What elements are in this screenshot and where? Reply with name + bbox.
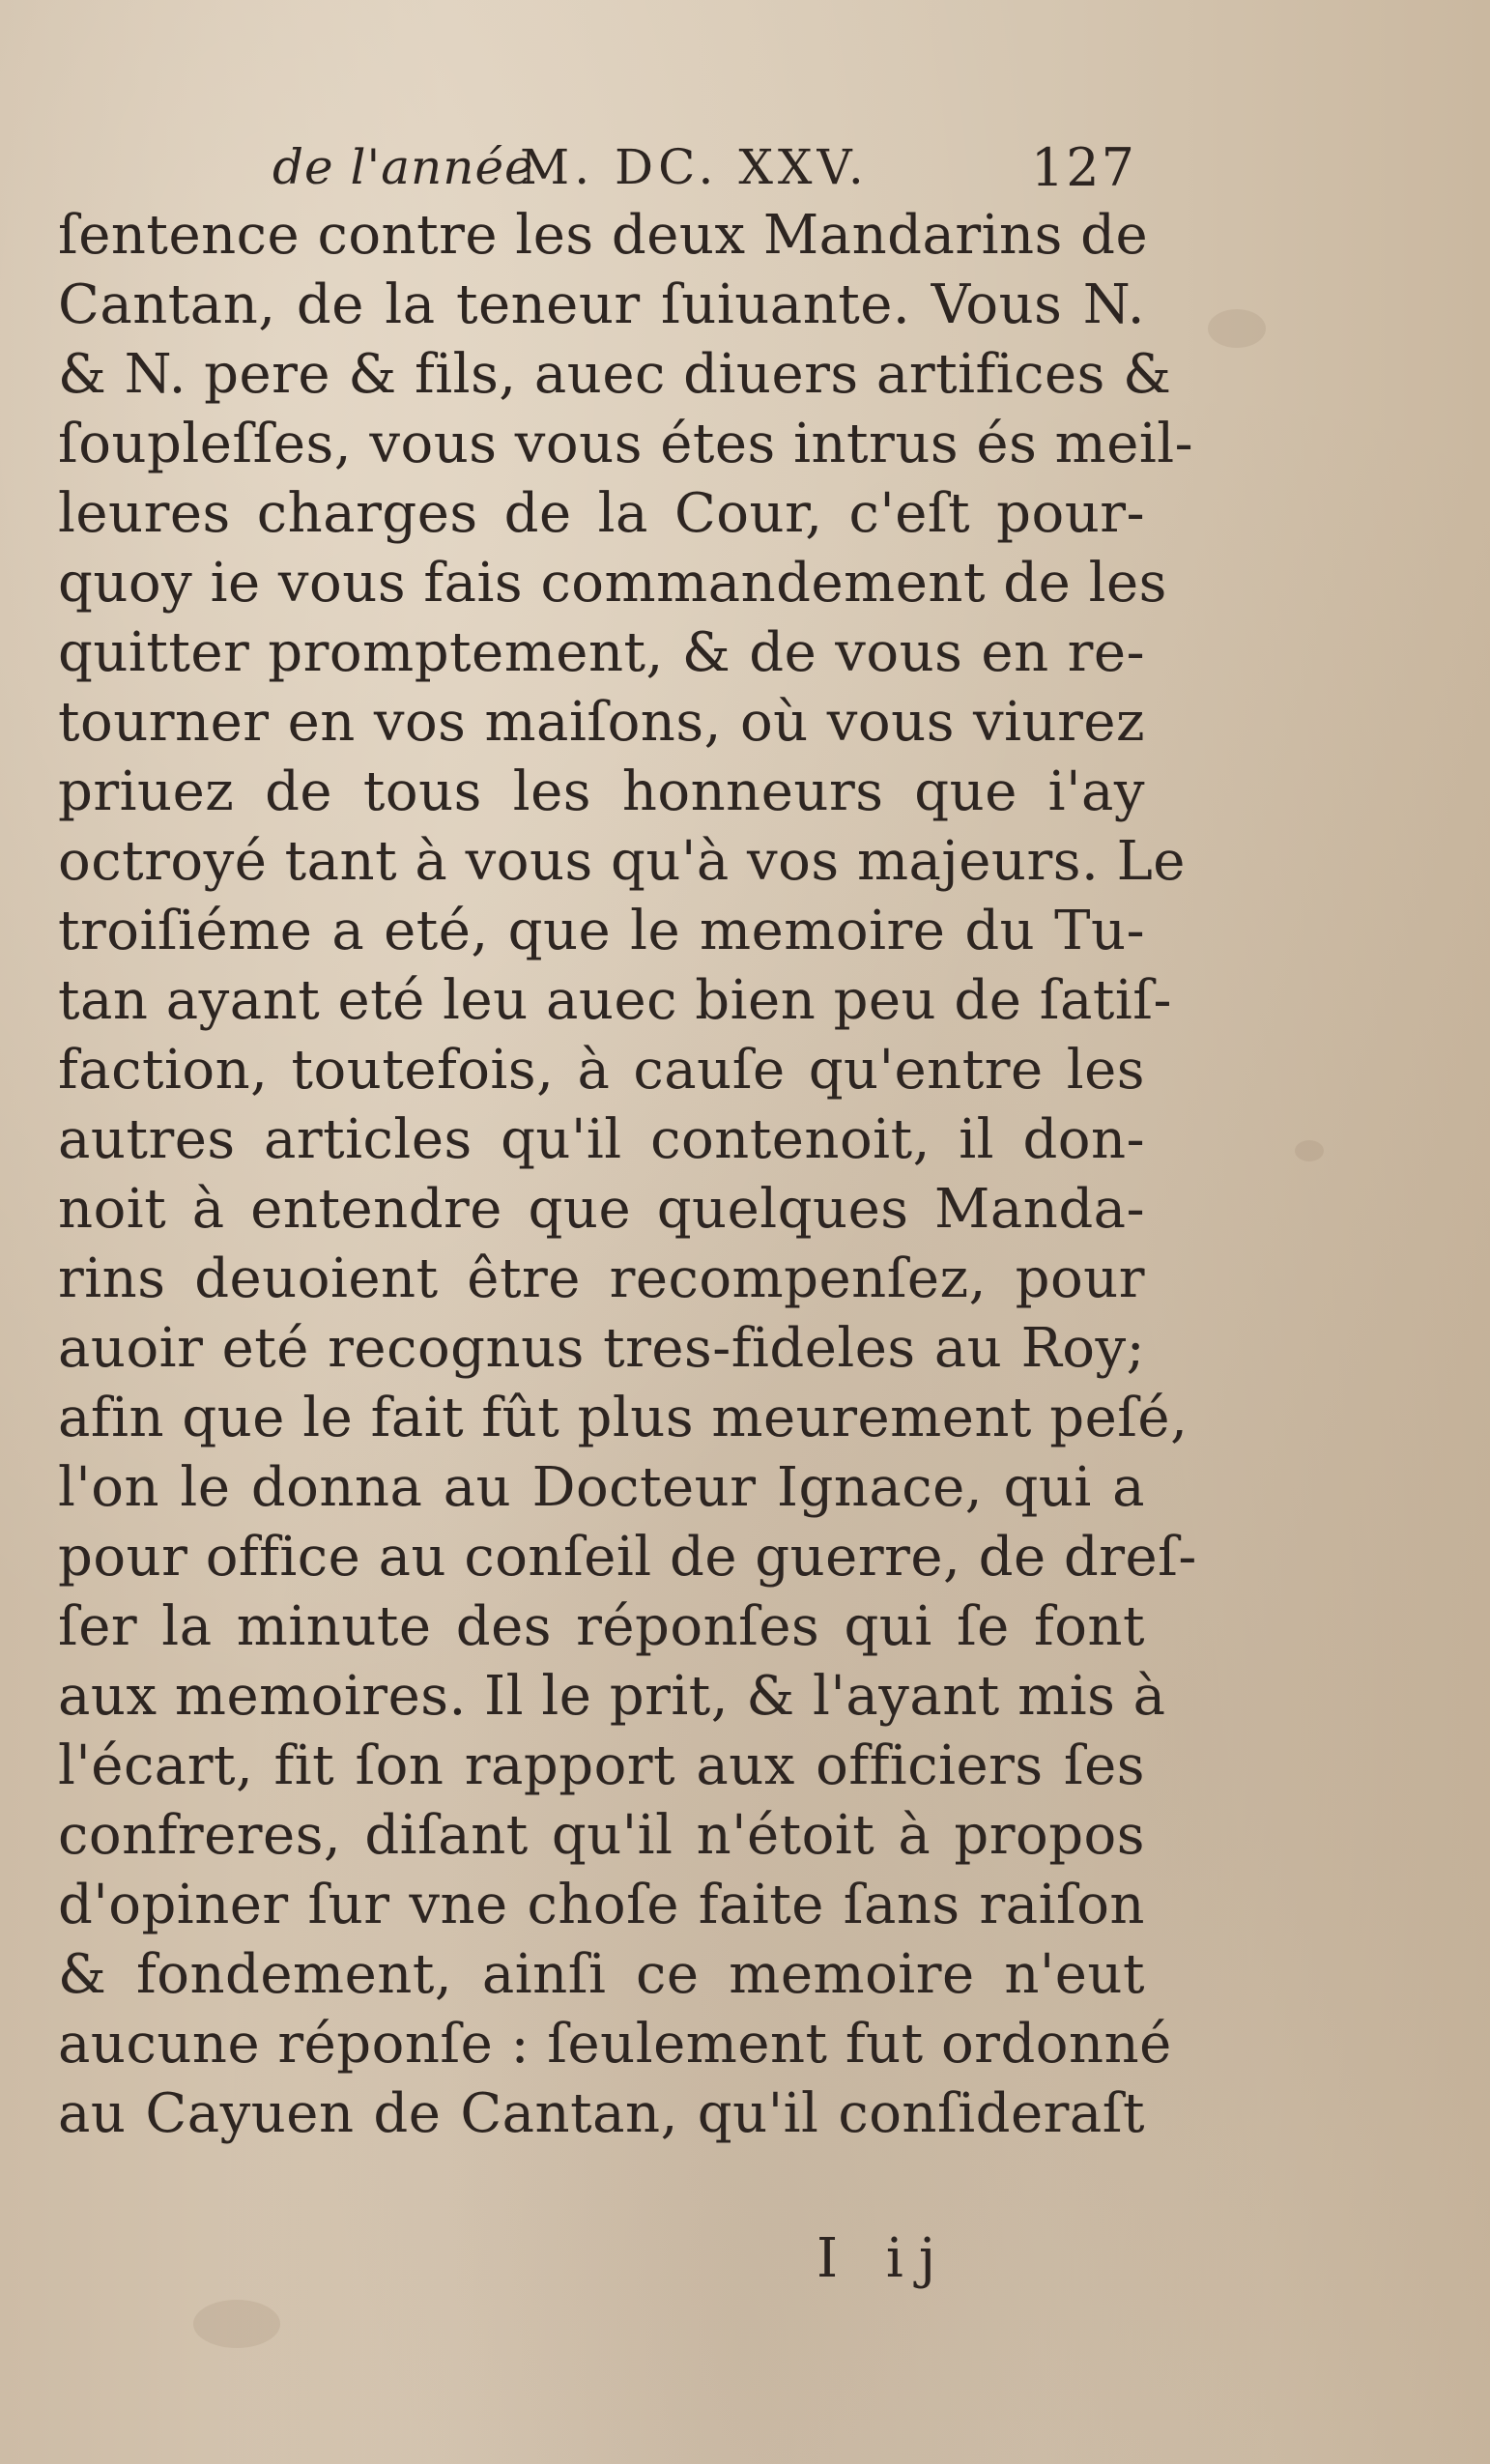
text-line: confreres, diſant qu'il n'étoit à propos xyxy=(58,1804,1145,1867)
text-line: faction, toutefois, à cauſe qu'entre les xyxy=(58,1039,1145,1102)
text-line: tan ayant eté leu auec bien peu de ſatiſ- xyxy=(58,969,1172,1032)
text-line: ſoupleſſes, vous vous étes intrus és meil- xyxy=(58,413,1194,475)
text-line: autres articles qu'il contenoit, il don- xyxy=(58,1108,1145,1171)
text-line: rins deuoient être recompenſez, pour xyxy=(58,1247,1145,1310)
paper-stain xyxy=(1295,1140,1324,1161)
page-number: 127 xyxy=(1030,137,1136,198)
signature-mark: I ij xyxy=(817,2227,952,2290)
text-line: leures charges de la Cour, c'eſt pour- xyxy=(58,482,1145,545)
text-line: & N. pere & fils, auec diuers artifices & xyxy=(58,343,1172,406)
text-line: au Cayuen de Cantan, qu'il conſideraſt xyxy=(58,2082,1145,2145)
paper-stain xyxy=(1208,309,1266,348)
text-line: aucune réponſe : ſeulement fut ordonné xyxy=(58,2013,1172,2076)
text-line: & fondement, ainſi ce memoire n'eut xyxy=(58,1943,1145,2006)
text-line: l'on le donna au Docteur Ignace, qui a xyxy=(58,1456,1145,1519)
running-title: de l'année xyxy=(272,139,534,195)
text-line: tourner en vos maiſons, où vous viurez xyxy=(58,691,1145,754)
text-line: quitter promptement, & de vous en re- xyxy=(58,621,1145,684)
text-line: priuez de tous les honneurs que i'ay xyxy=(58,760,1145,823)
text-line: afin que le fait fût plus meurement peſé, xyxy=(58,1387,1189,1449)
text-line: noit à entendre que quelques Manda- xyxy=(58,1178,1145,1241)
text-line: ſentence contre les deux Mandarins de xyxy=(58,204,1149,267)
paper-stain xyxy=(193,2300,280,2348)
text-line: auoir eté recognus tres-fideles au Roy; xyxy=(58,1317,1145,1380)
text-line: octroyé tant à vous qu'à vos majeurs. Le xyxy=(58,830,1186,893)
text-line: pour office au conſeil de guerre, de dreſ- xyxy=(58,1526,1197,1589)
text-line: troiſiéme a eté, que le memoire du Tu- xyxy=(58,900,1145,962)
text-line: Cantan, de la teneur ſuiuante. Vous N. xyxy=(58,273,1145,336)
running-year: M. DC. XXV. xyxy=(520,139,869,195)
text-line: quoy ie vous fais commandement de les xyxy=(58,552,1167,615)
text-line: aux memoires. Il le prit, & l'ayant mis à xyxy=(58,1665,1166,1728)
text-line: d'opiner ſur vne choſe faite ſans raiſon xyxy=(58,1874,1145,1936)
text-line: ſer la minute des réponſes qui ſe font xyxy=(58,1595,1145,1658)
text-line: l'écart, fit ſon rapport aux officiers ſes xyxy=(58,1734,1145,1797)
